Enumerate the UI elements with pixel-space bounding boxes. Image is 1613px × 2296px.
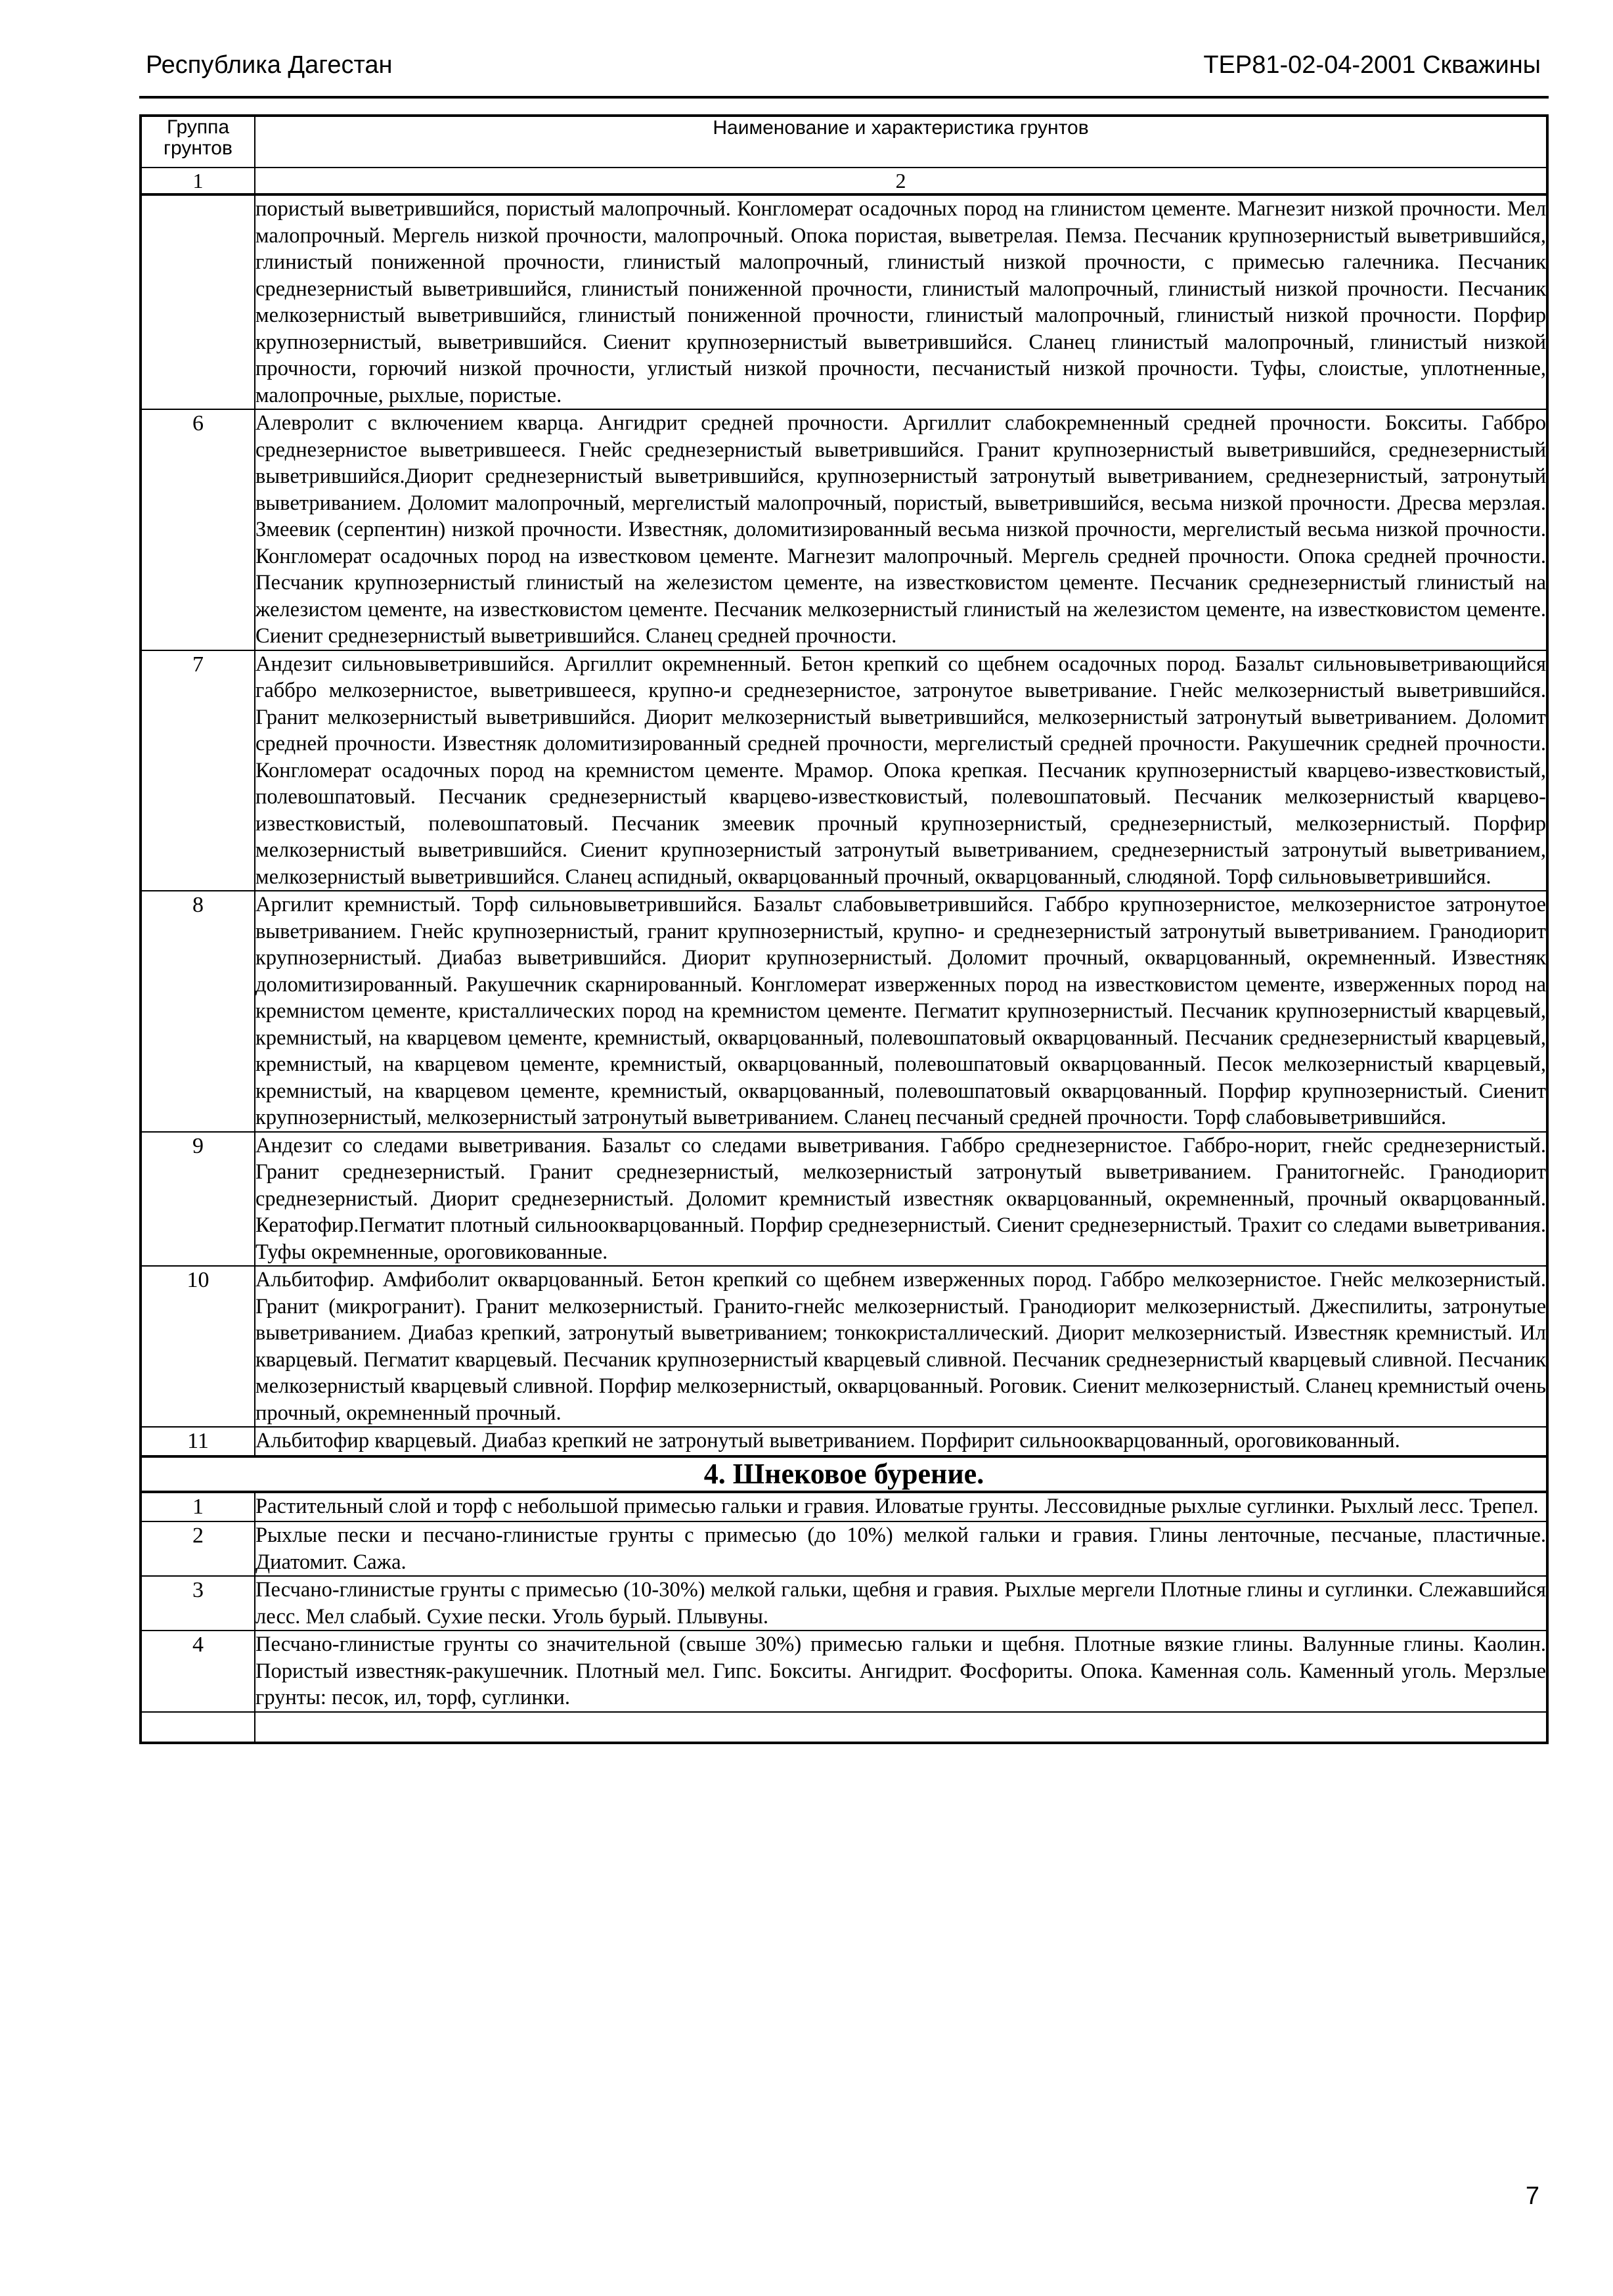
group-number: 7 — [141, 650, 255, 891]
group-description: Андезит сильновыветрившийся. Аргиллит окремненный. Бетон крепкий со щебнем осадочных пород. Базальт сильновыветривающийся габбро мелкозернистое, выветрившееся, крупно-и среднезернистое, затронутое выветривание. Гнейс мелкозернистый выветрившийся. Гранит мелкозернистый выветрившийся. Диорит мелкозернистый выветрившийся, мелкозернистый затронутый выветриванием. Доломит средней прочности. Известняк доломитизированный средней прочности, мергелистый средней прочности. Ракушечник средней прочности. Конгломерат осадочных пород на кремнистом цементе. Мрамор. Опока крепкая. Песчаник крупнозернистый кварцево-известковистый, полевошпатовый. Песчаник среднезернистый кварцево-известковистый, полевошпатовый. Песчаник мелкозернистый кварцево-известковистый, полевошпатовый. Песчаник змеевик прочный крупнозернистый, среднезернистый, мелкозернистый. Порфир мелкозернистый выветрившийся. Сиенит крупнозернистый затронутый выветриванием, среднезернистый затронутый выветриванием, мелкозернистый выветрившийся. Сланец аспидный, окварцованный прочный, окварцованный, слюдяной. Торф сильновыветрившийся. — [255, 650, 1547, 891]
group-number: 9 — [141, 1132, 255, 1267]
group-description: Алевролит с включением кварца. Ангидрит средней прочности. Аргиллит слабокремненный средней прочности. Бокситы. Габбро среднезернистое выветрившееся. Гнейс среднезернистый выветрившийся. Гранит крупнозернистый выветрившийся, среднезернистый выветрившийся.Диорит среднезернистый выветрившийся, крупнозернистый затронутый выветриванием, среднезернистый, затронутый выветриванием. Доломит малопрочный, мергелистый малопрочный, пористый, выветрившийся, весьма низкой прочности. Дресва мерзлая. Змеевик (серпентин) низкой прочности. Известняк, доломитизированный весьма низкой прочности, мергелистый весьма низкой прочности. Конгломерат осадочных пород на известковом цементе. Магнезит малопрочный. Мергель средней прочности. Опока средней прочности. Песчаник крупнозернистый глинистый на железистом цементе, на известковистом цементе. Песчаник среднезернистый глинистый на железистом цементе, на известковистом цементе. Песчаник мелкозернистый глинистый на железистом цементе, на известковистом цементе. Сиенит среднезернистый выветрившийся. Сланец средней прочности. — [255, 409, 1547, 650]
table-row — [141, 1266, 1547, 1427]
group-description: Аргилит кремнистый. Торф сильновыветрившийся. Базальт слабовыветрившийся. Габбро крупнозернистое, мелкозернистое затронутое выветриванием. Гнейс крупнозернистый, гранит крупнозернистый, крупно- и среднезернистый затронутый выветриванием. Гранодиорит крупнозернистый. Диабаз выветрившийся. Диорит крупнозернистый. Доломит прочный, окварцованный, окремненный. Известняк доломитизированный. Ракушечник скарнированный. Конгломерат изверженных пород на известковистом цементе, изверженных пород на кремнистом цементе, кристаллических пород на кремнистом цементе. Пегматит крупнозернистый. Песчаник крупнозернистый кварцевый, кремнистый, на кварцевом цементе, кремнистый, окварцованный, полевошпатовый окварцованный. Песчаник среднезернистый кварцевый, кремнистый, на кварцевом цементе, кремнистый, окварцованный, полевошпатовый окварцованный. Песок мелкозернистый кварцевый, кремнистый, на кварцевом цементе, кремнистый, окварцованный, полевошпатовый окварцованный. Порфир крупнозернистый. Сиенит крупнозернистый, мелкозернистый затронутый выветриванием. Сланец песчаный средней прочности. Торф слабовыветрившийся. — [255, 891, 1547, 1132]
table-row — [141, 1521, 1547, 1576]
column-index-1: 1 — [141, 168, 255, 194]
group-number: 1 — [141, 1492, 255, 1521]
column-header-name: Наименование и характеристика грунтов — [255, 116, 1547, 168]
group-number: 10 — [141, 1266, 255, 1427]
empty-row — [141, 1712, 1547, 1743]
group-number: 6 — [141, 409, 255, 650]
group-description: Песчано-глинистые грунты с примесью (10-30%) мелкой гальки, щебня и гравия. Рыхлые мергели Плотные глины и суглинки. Слежавшийся лесс. Мел слабый. Сухие пески. Уголь бурый. Плывуны. — [255, 1576, 1547, 1631]
group-description: Андезит со следами выветривания. Базальт со следами выветривания. Габбро среднезернистое. Габбро-норит, гнейс среднезернистый. Гранит среднезернистый. Гранит среднезернистый, мелкозернистый затронутый выветриванием. Гранитогнейс. Гранодиорит среднезернистый. Диорит среднезернистый. Доломит кремнистый известняк окварцованный, окремненный, прочный окварцованный. Кератофир.Пегматит плотный сильноокварцованный. Порфир среднезернистый. Сиенит среднезернистый. Трахит со следами выветривания. Туфы окремненные, ороговикованные. — [255, 1132, 1547, 1267]
header-document-code: ТЕР81-02-04-2001 Скважины — [1203, 51, 1541, 79]
group-description: пористый выветрившийся, пористый малопрочный. Конгломерат осадочных пород на глинистом цементе. Магнезит низкой прочности. Мел малопрочный. Мергель низкой прочности, малопрочный. Опока пористая, выветрелая. Пемза. Песчаник крупнозернистый выветрившийся, глинистый пониженной прочности, глинистый малопрочный, глинистый низкой прочности, с примесью галечника. Песчаник среднезернистый выветрившийся, глинистый пониженной прочности, глинистый малопрочный, глинистый низкой прочности. Песчаник мелкозернистый выветрившийся, глинистый пониженной прочности, глинистый малопрочный, глинистый низкой прочности. Порфир крупнозернистый, выветрившийся. Сиенит крупнозернистый выветрившийся. Сланец глинистый малопрочный, глинистый низкой прочности, горючий низкой прочности, углистый низкой прочности, песчанистый низкой прочности. Туфы, слоистые, уплотненные, малопрочные, рыхлые, пористые. — [255, 194, 1547, 409]
group-description: Песчано-глинистые грунты со значительной (свыше 30%) примесью гальки и щебня. Плотные вязкие глины. Валунные глины. Каолин. Пористый известняк-ракушечник. Плотный мел. Гипс. Бокситы. Ангидрит. Фосфориты. Опока. Каменная соль. Каменный уголь. Мерзлые грунты: песок, ил, торф, суглинки. — [255, 1631, 1547, 1712]
group-number: 4 — [141, 1631, 255, 1712]
group-description: Альбитофир. Амфиболит окварцованный. Бетон крепкий со щебнем изверженных пород. Габбро мелкозернистое. Гнейс мелкозернистый. Гранит (микрогранит). Гранит мелкозернистый. Гранито-гнейс мелкозернистый. Гранодиорит мелкозернистый. Джеспилиты, затронутые выветриванием. Диабаз крепкий, затронутый выветриванием; тонкокристаллический. Диорит мелкозернистый. Известняк кремнистый. Ил кварцевый. Пегматит кварцевый. Песчаник крупнозернистый кварцевый сливной. Песчаник среднезернистый кварцевый сливной. Песчаник мелкозернистый кварцевый сливной. Порфир мелкозернистый, окварцованный. Роговик. Сиенит мелкозернистый. Сланец кремнистый очень прочный, окремненный прочный. — [255, 1266, 1547, 1427]
table-row — [141, 194, 1547, 409]
group-number: 11 — [141, 1427, 255, 1456]
table-row — [141, 891, 1547, 1132]
empty-cell — [141, 1712, 255, 1743]
table-index-row — [141, 168, 1547, 194]
group-number: 8 — [141, 891, 255, 1132]
header-divider — [139, 96, 1549, 99]
header-region: Республика Дагестан — [146, 51, 393, 79]
group-description: Растительный слой и торф с небольшой примесью гальки и гравия. Иловатые грунты. Лессовидные рыхлые суглинки. Рыхлый лесс. Трепел. — [255, 1492, 1547, 1521]
table-row — [141, 1427, 1547, 1456]
group-description: Альбитофир кварцевый. Диабаз крепкий не затронутый выветриванием. Порфирит сильноокварцованный, ороговикованный. — [255, 1427, 1547, 1456]
column-header-group: Группа грунтов — [141, 116, 255, 168]
group-number: 2 — [141, 1521, 255, 1576]
table-row — [141, 650, 1547, 891]
group-description: Рыхлые пески и песчано-глинистые грунты с примесью (до 10%) мелкой гальки и гравия. Глины ленточные, песчаные, пластичные. Диатомит. Сажа. — [255, 1521, 1547, 1576]
table-row — [141, 409, 1547, 650]
table-header-row — [141, 116, 1547, 168]
group-number: 3 — [141, 1576, 255, 1631]
section-title: 4. Шнековое бурение. — [141, 1456, 1547, 1492]
table-row — [141, 1631, 1547, 1712]
column-index-2: 2 — [255, 168, 1547, 194]
group-number — [141, 194, 255, 409]
page-number: 7 — [1525, 2182, 1539, 2210]
table-row — [141, 1132, 1547, 1267]
empty-cell — [255, 1712, 1547, 1743]
soil-groups-table — [139, 114, 1549, 1744]
table-row — [141, 1492, 1547, 1521]
table-row — [141, 1576, 1547, 1631]
section-heading-row — [141, 1456, 1547, 1492]
